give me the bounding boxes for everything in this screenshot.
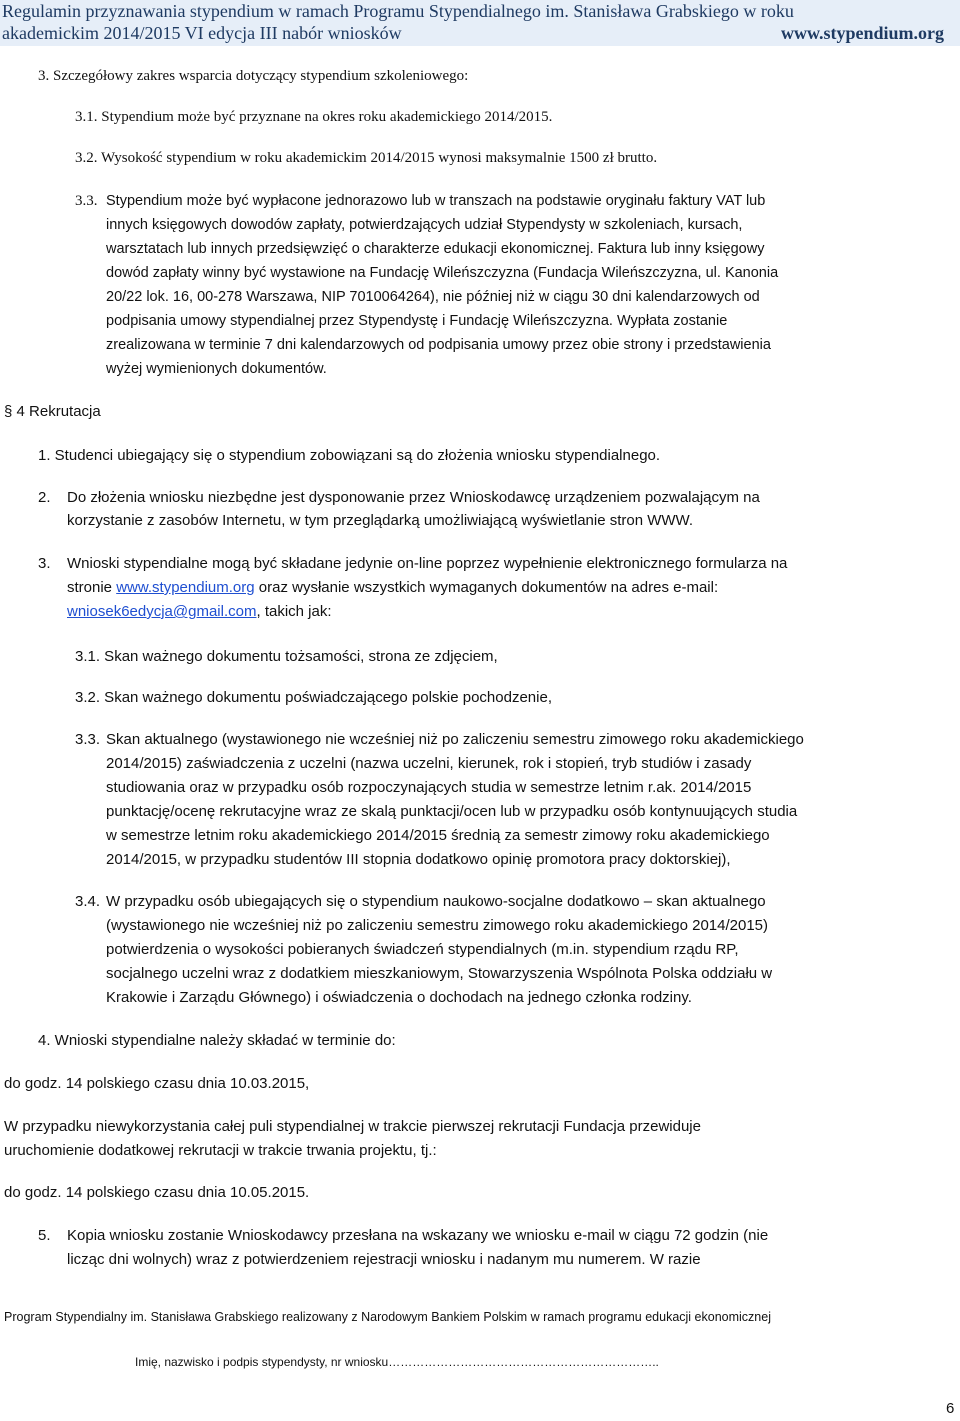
header-line-1 bbox=[0, 0, 960, 22]
paragraph-line: warsztatach lub innych przedsięwzięć o charakterze edukacji ekonomicznej. Faktura lub inny księgowy bbox=[106, 241, 765, 257]
recruit-item-3-number: 3. bbox=[38, 555, 51, 572]
subitem-3-1: 3.1. Skan ważnego dokumentu tożsamości, strona ze zdjęciem, bbox=[75, 648, 498, 665]
section-4-heading: § 4 Rekrutacja bbox=[4, 403, 101, 420]
email-link[interactable]: wniosek6edycja@gmail.com bbox=[67, 603, 257, 620]
paragraph-line: zrealizowana w terminie 7 dni kalendarzowych od podpisania umowy przez obie strony i przedstawienia bbox=[106, 337, 771, 353]
header-line-2 bbox=[0, 22, 960, 46]
header-subtitle: akademickim 2014/2015 VI edycja III nabór wniosków bbox=[2, 23, 402, 43]
paragraph-line: punktację/ocenę rekrutacyjne wraz ze skalą punktacji/ocen lub w przypadku osób kontynuujących studia bbox=[106, 803, 798, 820]
extra-recruitment-line-2: uruchomienie dodatkowej rekrutacji w trakcie trwania projektu, tj.: bbox=[4, 1142, 437, 1159]
item-3-1: 3.1. Stypendium może być przyznane na okres roku akademickiego 2014/2015. bbox=[75, 109, 553, 125]
item-3-2: 3.2. Wysokość stypendium w roku akademickim 2014/2015 wynosi maksymalnie 1500 zł brutto. bbox=[75, 150, 658, 166]
paragraph-line: socjalnego uczelni wraz z dodatkiem mieszkaniowym, Stowarzyszenia Wspólnota Polska oddziału w bbox=[106, 965, 773, 982]
recruit-item-2-line-1: Do złożenia wniosku niezbędne jest dysponowanie przez Wnioskodawcę urządzeniem pozwalającym na bbox=[67, 489, 760, 506]
subitem-3-3-number: 3.3. bbox=[75, 731, 101, 748]
extra-recruitment-line-1: W przypadku niewykorzystania całej puli stypendialnej w trakcie pierwszej rekrutacji Fundacja przewiduje bbox=[4, 1118, 701, 1135]
deadline-1: do godz. 14 polskiego czasu dnia 10.03.2015, bbox=[4, 1075, 310, 1092]
paragraph-line: podpisania umowy stypendialnej przez Stypendystę i Fundację Wileńszczyzna. Wypłata zostanie bbox=[106, 313, 728, 329]
paragraph-line: studiowania oraz w przypadku osób rozpoczynających studia w semestrze letnim r.ak. 2014/2015 bbox=[106, 779, 752, 796]
recruit-item-5-line-2: licząc dni wolnych) wraz z potwierdzeniem rejestracji wniosku i nadanym mu numerem. W razie bbox=[67, 1251, 701, 1268]
recruit-item-4: 4. Wnioski stypendialne należy składać w terminie do: bbox=[38, 1032, 396, 1049]
website-link[interactable]: www.stypendium.org bbox=[116, 579, 255, 596]
recruit-item-3-line-1: Wnioski stypendialne mogą być składane jedynie on-line poprzez wypełnienie elektronicznego formularza na bbox=[67, 555, 788, 572]
recruit-item-2-line-2: korzystanie z zasobów Internetu, w tym przeglądarką umożliwiającą wyświetlanie stron WWW. bbox=[67, 512, 694, 529]
subitem-3-4-number: 3.4. bbox=[75, 893, 101, 910]
paragraph-line: w semestrze letnim roku akademickiego 2014/2015 średnią za semestr zimowy roku akademickiego bbox=[106, 827, 770, 844]
subitem-3-2: 3.2. Skan ważnego dokumentu poświadczającego polskie pochodzenie, bbox=[75, 689, 552, 706]
header-title: Regulamin przyznawania stypendium w ramach Programu Stypendialnego im. Stanisława Grabskiego w roku bbox=[2, 1, 794, 21]
paragraph-line: (wystawionego nie wcześniej niż po zaliczeniu semestru zimowego roku akademickiego 2014/2015) bbox=[106, 917, 769, 934]
subitem-3-3-text bbox=[106, 728, 804, 872]
item-3-3-number: 3.3. bbox=[75, 193, 98, 209]
paragraph-line: Stypendium może być wypłacone jednorazowo lub w transzach na podstawie oryginału faktury VAT lub bbox=[106, 193, 766, 209]
paragraph-line: 2014/2015, w przypadku studentów III stopnia dodatkowo opinię promotora pracy doktorskiej), bbox=[106, 851, 731, 868]
paragraph-line: W przypadku osób ubiegających się o stypendium naukowo-socjalne dodatkowo – skan aktualnego bbox=[106, 893, 766, 910]
paragraph-line: dowód zapłaty winny być wystawione na Fundację Wileńszczyzna (Fundacja Wileńszczyzna, ul. Kanonia bbox=[106, 265, 779, 281]
paragraph-line: wyżej wymienionych dokumentów. bbox=[106, 361, 327, 377]
paragraph-line: potwierdzenia o wysokości pobieranych świadczeń stypendialnych (m.in. stypendium rządu RP, bbox=[106, 941, 739, 958]
recruit-item-3-line-3 bbox=[67, 600, 332, 624]
text: , takich jak: bbox=[256, 603, 332, 620]
deadline-2: do godz. 14 polskiego czasu dnia 10.05.2015. bbox=[4, 1184, 310, 1201]
recruit-item-5-line-1: Kopia wniosku zostanie Wnioskodawcy przesłana na wskazany we wniosku e-mail w ciągu 72 godzin (nie bbox=[67, 1227, 769, 1244]
paragraph-line: innych księgowych dowodów zapłaty, potwierdzających udział Stypendysty w szkoleniach, kursach, bbox=[106, 217, 743, 233]
item-3-3-text bbox=[106, 189, 778, 381]
paragraph-line: 20/22 lok. 16, 00-278 Warszawa, NIP 7010064264), nie później niż w ciągu 30 dni kalendarzowych od bbox=[106, 289, 760, 305]
text: oraz wysłanie wszystkich wymaganych dokumentów na adres e-mail: bbox=[254, 579, 719, 596]
section-3-title: 3. Szczegółowy zakres wsparcia dotyczący stypendium szkoleniowego: bbox=[38, 68, 469, 84]
text: stronie bbox=[67, 579, 117, 596]
paragraph-line: Krakowie i Zarządu Głównego) i oświadczenia o dochodach na jednego członka rodziny. bbox=[106, 989, 692, 1006]
footer-program: Program Stypendialny im. Stanisława Grabskiego realizowany z Narodowym Bankiem Polskim w ramach programu edukacji ekonomicznej bbox=[4, 1310, 771, 1324]
header-website: www.stypendium.org bbox=[780, 23, 944, 43]
recruit-item-1: 1. Studenci ubiegający się o stypendium zobowiązani są do złożenia wniosku stypendialnego. bbox=[38, 447, 661, 464]
paragraph-line: Skan aktualnego (wystawionego nie wcześniej niż po zaliczeniu semestru zimowego roku akademickiego bbox=[106, 731, 804, 748]
subitem-3-4-text bbox=[106, 890, 772, 1010]
paragraph-line: 2014/2015) zaświadczenia z uczelni (nazwa uczelni, kierunek, rok i stopień, tryb studiów i zasady bbox=[106, 755, 752, 772]
page-number: 6 bbox=[946, 1400, 955, 1417]
recruit-item-5-number: 5. bbox=[38, 1227, 51, 1244]
footer-signature-line: Imię, nazwisko i podpis stypendysty, nr wniosku………………………………………………………….. bbox=[135, 1355, 659, 1369]
recruit-item-3-line-2 bbox=[67, 576, 718, 600]
recruit-item-2-number: 2. bbox=[38, 489, 51, 506]
